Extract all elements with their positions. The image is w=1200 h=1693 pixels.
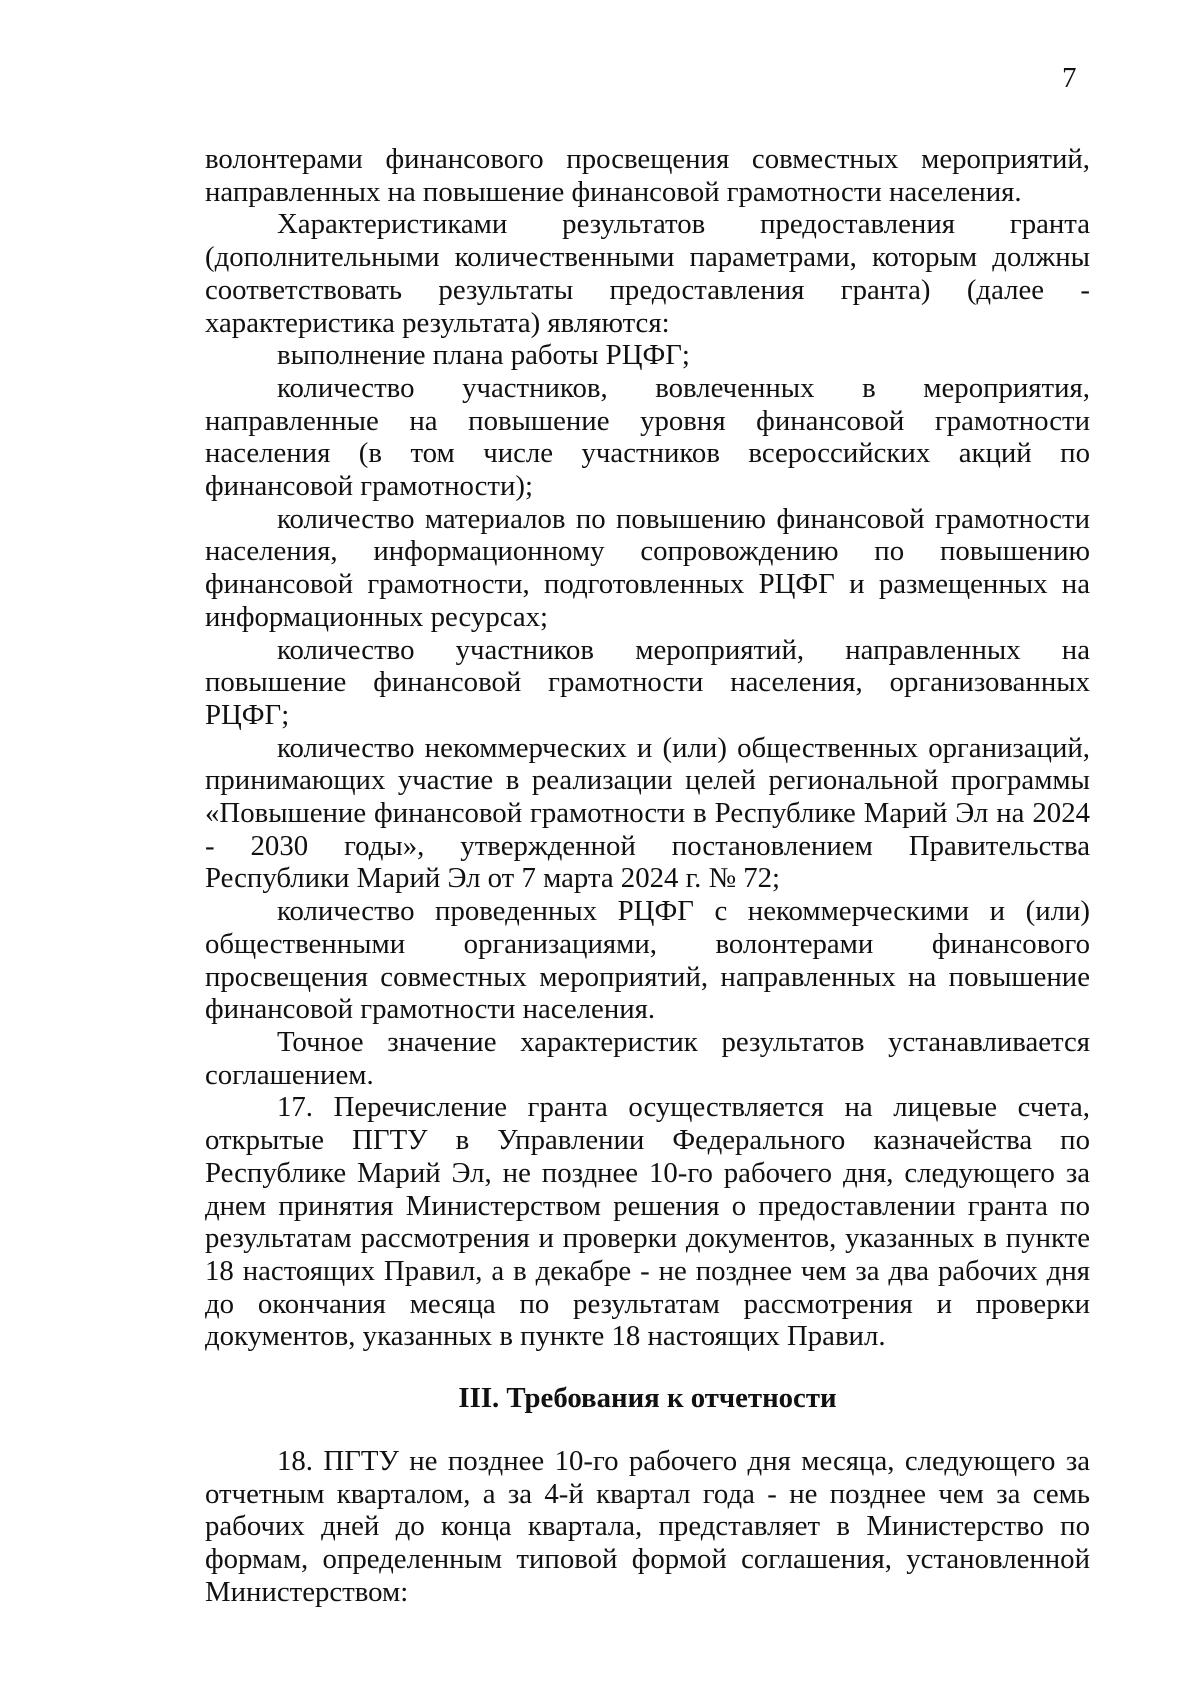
page-number: 7 xyxy=(1062,62,1077,94)
paragraph: количество материалов по повышению финансовой грамотности населения, информационному сопровождению по повышению финансовой грамотности, подготовленных РЦФГ и размещенных на информационных ресурсах; xyxy=(205,502,1090,633)
paragraph: Характеристиками результатов предоставления гранта (дополнительными количественными параметрами, которым должны соответствовать результаты предоставления гранта) (далее - характеристика результата) являются: xyxy=(205,208,1090,339)
paragraphs-before-section xyxy=(205,143,1090,1353)
paragraph: количество участников, вовлеченных в мероприятия, направленные на повышение уровня финансовой грамотности населения (в том числе участников всероссийских акций по финансовой грамотности); xyxy=(205,371,1090,503)
paragraph: волонтерами финансового просвещения совместных мероприятий, направленных на повышение финансовой грамотности населения. xyxy=(205,143,1090,208)
section-heading: III. Требования к отчетности xyxy=(458,1382,837,1415)
paragraph: 18. ПГТУ не позднее 10-го рабочего дня месяца, следующего за отчетным кварталом, а за 4-й квартал года - не позднее чем за семь рабочих дней до конца квартала, представляет в Министерство по формам, определенным типовой формой соглашения, установленной Министерством: xyxy=(205,1445,1090,1608)
paragraphs-after-section xyxy=(205,1445,1090,1609)
paragraph: выполнение плана работы РЦФГ; xyxy=(277,339,690,372)
paragraph: Точное значение характеристик результатов устанавливается соглашением. xyxy=(205,1025,1090,1091)
paragraph: количество некоммерческих и (или) общественных организаций, принимающих участие в реализации целей региональной программы «Повышение финансовой грамотности в Республике Марий Эл на 2024 - 2030 годы», утвержденной постановлением Правительства Республики Марий Эл от 7 марта 2024 г. № 72; xyxy=(205,731,1090,895)
paragraph: 17. Перечисление гранта осуществляется на лицевые счета, открытые ПГТУ в Управлении Федерального казначейства по Республике Марий Эл, не позднее 10-го рабочего дня, следующего за днем принятия Министерством решения о предоставлении гранта по результатам рассмотрения и проверки документов, указанных в пункте 18 настоящих Правил, а в декабре - не позднее чем за два рабочих дня до окончания месяца по результатам рассмотрения и проверки документов, указанных в пункте 18 настоящих Правил. xyxy=(205,1091,1090,1353)
paragraph: количество проведенных РЦФГ с некоммерческими и (или) общественными организациями, волонтерами финансового просвещения совместных мероприятий, направленных на повышение финансовой грамотности населения. xyxy=(205,895,1090,1026)
paragraph: количество участников мероприятий, направленных на повышение финансовой грамотности населения, организованных РЦФГ; xyxy=(205,633,1090,731)
document-body xyxy=(205,143,1090,1609)
